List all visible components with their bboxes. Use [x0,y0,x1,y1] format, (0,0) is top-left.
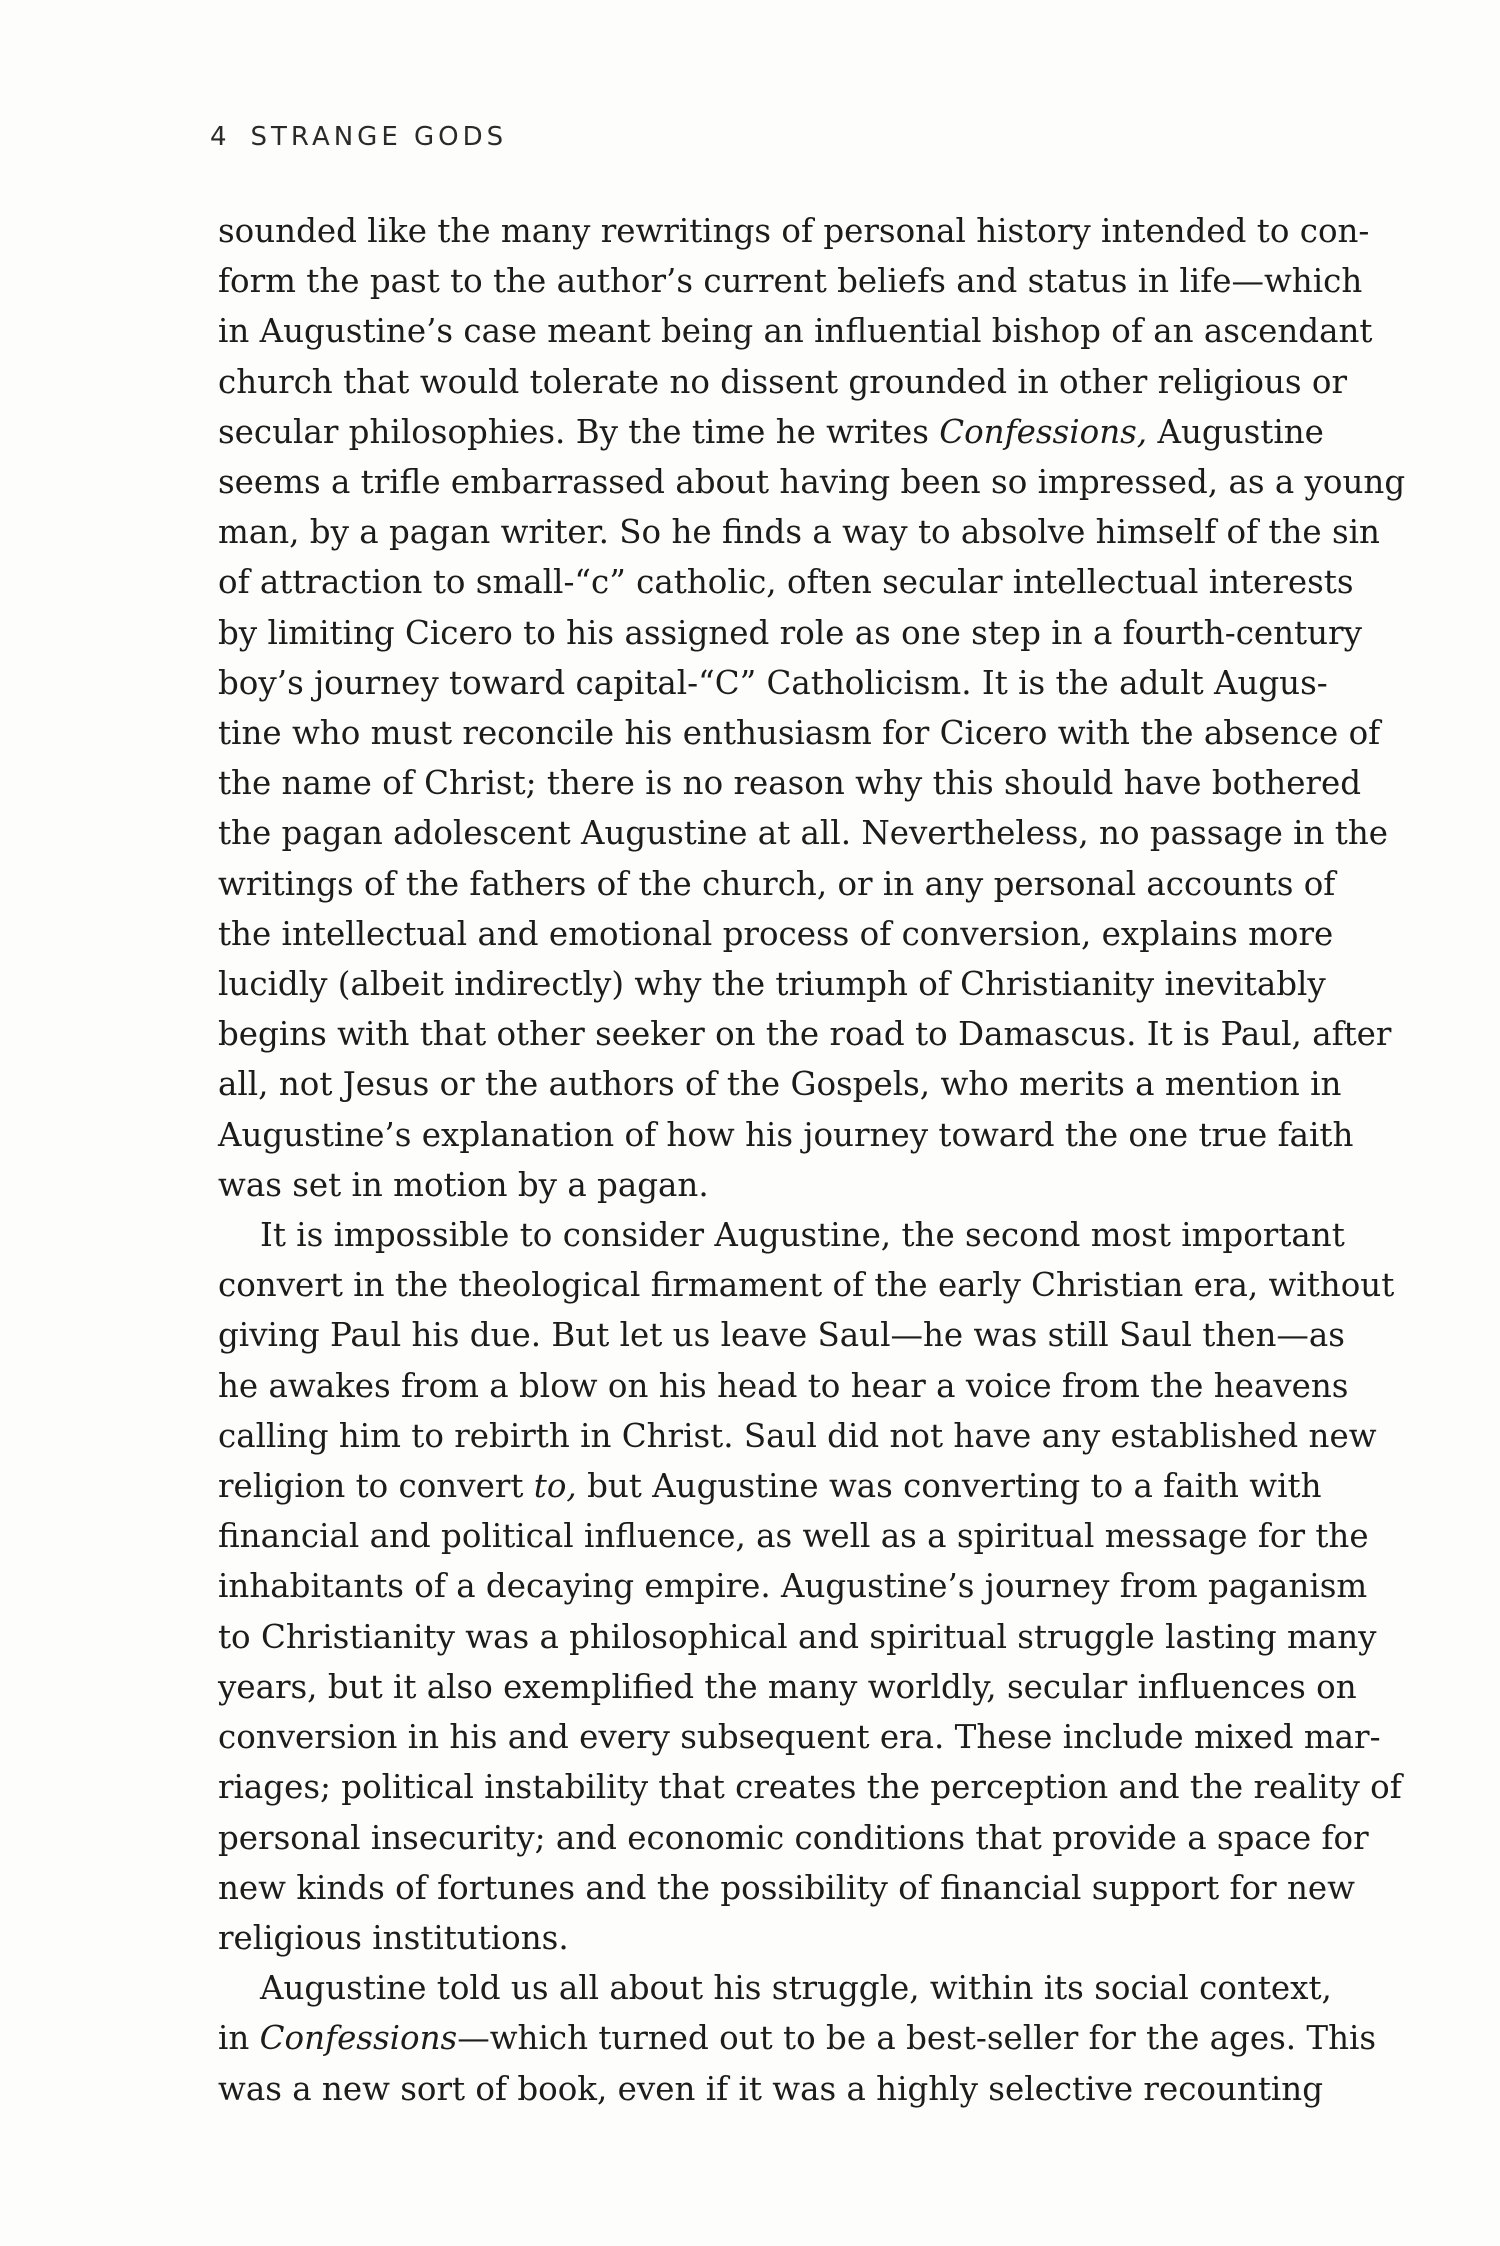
text-line: tine who must reconcile his enthusiasm for Cicero with the absence of [218,714,1381,753]
text-line: church that would tolerate no dissent grounded in other religious or [218,362,1348,401]
text-line: to Christianity was a philosophical and spiritual struggle lasting many [218,1617,1377,1656]
text-line: was set in motion by a pagan. [218,1165,709,1204]
text-line: religion to convert to, but Augustine was converting to a faith with [218,1467,1322,1506]
text-line: he awakes from a blow on his head to hear a voice from the heavens [218,1366,1349,1405]
text-line: the pagan adolescent Augustine at all. Nevertheless, no passage in the [218,814,1389,853]
text-line: sounded like the many rewritings of personal history intended to con- [218,212,1370,250]
text-line: man, by a pagan writer. So he finds a way to absolve himself of the sin [218,513,1380,552]
text-line: giving Paul his due. But let us leave Saul—he was still Saul then—as [218,1316,1345,1355]
paragraph-first-line: It is impossible to consider Augustine, the second most important [260,1216,1345,1255]
text-line: in Augustine’s case meant being an influential bishop of an ascendant [218,312,1373,351]
text-line: conversion in his and every subsequent era. These include mixed mar- [218,1718,1381,1757]
text-line: inhabitants of a decaying empire. Augustine’s journey from paganism [218,1567,1368,1606]
text-line: the intellectual and emotional process of conversion, explains more [218,914,1334,953]
running-title: STRANGE GODS [250,122,508,152]
text-line: all, not Jesus or the authors of the Gospels, who merits a mention in [218,1065,1342,1104]
text-line: personal insecurity; and economic conditions that provide a space for [218,1818,1369,1857]
text-line: was a new sort of book, even if it was a highly selective recounting [218,2069,1324,2108]
text-line: boy’s journey toward capital-“C” Catholicism. It is the adult Augus- [218,663,1328,702]
text-line: secular philosophies. By the time he writes Confessions, Augustine [218,412,1324,451]
text-line: financial and political influence, as well as a spiritual message for the [218,1517,1369,1556]
page-number: 4 [210,122,231,152]
body-text [218,206,1406,2114]
text-line: calling him to rebirth in Christ. Saul did not have any established new [218,1416,1377,1455]
text-line: religious institutions. [218,1918,569,1957]
text-line: new kinds of fortunes and the possibility of financial support for new [218,1868,1355,1907]
text-line: of attraction to small-“c” catholic, often secular intellectual interests [218,563,1354,602]
text-line: the name of Christ; there is no reason why this should have bothered [218,764,1362,803]
emphasis-italic: to, [533,1467,577,1506]
text-line: riages; political instability that creates the perception and the reality of [218,1768,1402,1807]
text-line: form the past to the author’s current beliefs and status in life—which [218,262,1363,301]
text-line: by limiting Cicero to his assigned role as one step in a fourth-century [218,613,1362,652]
book-title-italic: Confessions, [939,412,1148,451]
text-line: years, but it also exemplified the many worldly, secular influences on [218,1667,1357,1706]
paragraph-first-line: Augustine told us all about his struggle, within its social context, [260,1969,1332,2008]
text-line: lucidly (albeit indirectly) why the triumph of Christianity inevitably [218,965,1326,1004]
book-title-italic: Confessions [259,2019,458,2058]
text-line: Augustine’s explanation of how his journey toward the one true faith [218,1115,1354,1154]
text-line: writings of the fathers of the church, or in any personal accounts of [218,864,1336,903]
text-line: convert in the theological firmament of the early Christian era, without [218,1266,1395,1305]
text-line: begins with that other seeker on the road to Damascus. It is Paul, after [218,1015,1392,1054]
text-line: in Confessions—which turned out to be a best-seller for the ages. This [218,2019,1377,2058]
text-line: seems a trifle embarrassed about having been so impressed, as a young [218,463,1406,502]
running-head [210,122,507,152]
